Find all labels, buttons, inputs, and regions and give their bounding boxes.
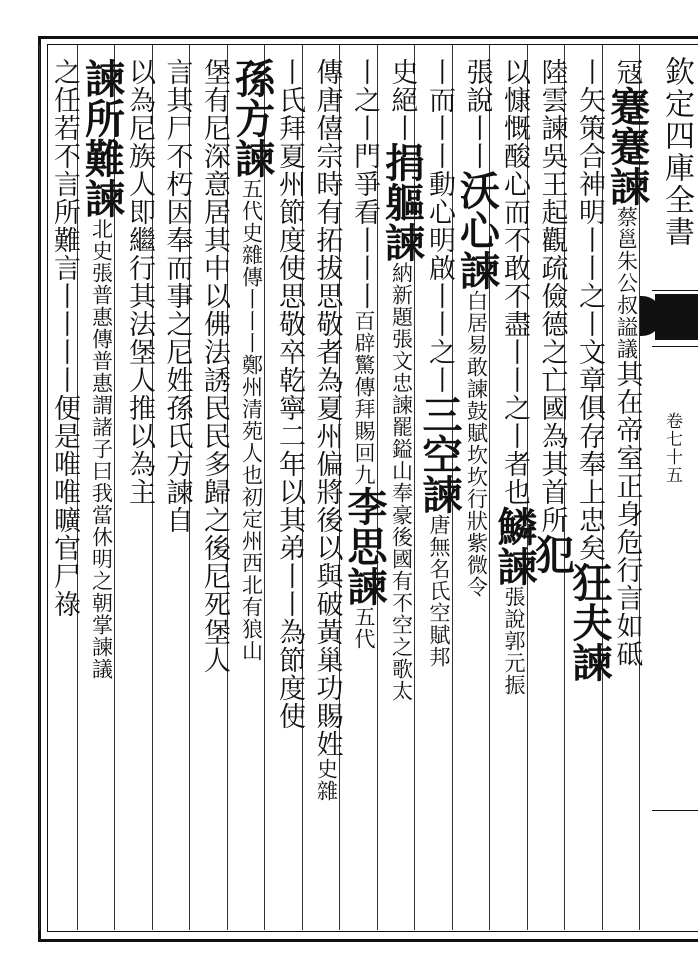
text-column <box>455 58 499 598</box>
entry-heading: 諫所難諫 <box>78 58 126 218</box>
body-text: 以慷慨酸心而不敢不盡丨丨之丨者也 <box>499 58 530 506</box>
body-text: 以為尼族人即繼行其法堡人推以為主 <box>124 58 155 506</box>
body-text: 傳唐僖宗時有拓拔思敬者為夏州偏將後以與破黃巢功賜姓 <box>311 58 343 758</box>
source-note: 納新題張文忠諫罷鎰山奉豪後 <box>389 262 414 548</box>
body-text: 動心明啟丨丨之丨 <box>424 170 455 394</box>
source-note: 唐無名氏空賦邦 <box>427 514 451 668</box>
source-note: 國有不空之歌太 <box>389 548 414 702</box>
body-text: 張說丨丨 <box>461 58 493 170</box>
source-note: 九 <box>352 464 376 486</box>
fishtail-divider <box>652 346 698 347</box>
text-column <box>305 58 349 802</box>
sidebar-volume-number: 卷七十五 <box>662 412 682 484</box>
source-note: 蔡邕朱公叔謚議 <box>614 206 639 360</box>
text-column <box>492 58 536 696</box>
source-note: 行狀紫微令 <box>464 488 489 598</box>
entry-heading: 鱗諫 <box>491 506 538 586</box>
text-column <box>80 58 124 680</box>
margin-divider <box>652 810 698 811</box>
source-note: 百辟驚傳拜賜回 <box>352 310 376 464</box>
body-text: 言其尸不朽因奉而事之尼姓孫氏方諫自 <box>161 58 193 534</box>
body-text: 冦 <box>611 58 643 86</box>
text-column <box>530 58 574 574</box>
entry-heading: 沃心諫 <box>453 170 501 290</box>
body-text: 丨氏拜夏州節度使思敬卒乾寧二年以其弟丨丨為節度使 <box>274 58 305 730</box>
body-text: 丨而丨丨 <box>424 58 455 170</box>
body-text: 堡有尼深意居其中以佛法誘民民多歸之後尼死堡人 <box>199 58 230 674</box>
body-text: 門爭看丨丨丨 <box>349 142 380 310</box>
entry-heading: 狂夫諫 <box>566 562 613 682</box>
text-column <box>192 58 236 674</box>
body-text: 陸雲諫吳王起觀疏儉德之亡國為其首所 <box>536 58 568 534</box>
text-column <box>230 58 274 662</box>
body-text: 其在帝室正身危行言如砥 <box>611 360 643 668</box>
text-column <box>567 58 611 682</box>
text-column <box>42 58 86 618</box>
body-text: 丨矢策合神明丨丨之丨文章俱存奉上忠矣 <box>574 58 605 562</box>
body-text: 丨之丨 <box>349 58 380 142</box>
source-note: 張說郭元振 <box>502 586 526 696</box>
entry-heading: 李思諫 <box>341 486 388 606</box>
entry-heading: 孫方諫 <box>228 58 276 178</box>
text-column <box>155 58 199 534</box>
entry-heading: 蹇蹇諫 <box>603 86 651 206</box>
column-rule <box>39 45 40 930</box>
fishtail-divider <box>652 290 698 291</box>
sidebar-book-title: 欽定四庫全書 <box>659 56 694 248</box>
body-text: 史絕丨 <box>386 58 418 142</box>
entry-heading: 捐軀諫 <box>378 142 426 262</box>
source-note: 五代 <box>352 606 376 650</box>
source-note: 史雜 <box>314 758 339 802</box>
source-note: 北史張普惠傳普惠謂諸子曰我當休明之朝掌諫議 <box>89 218 114 680</box>
text-column <box>342 58 386 650</box>
entry-heading: 犯 <box>528 534 576 574</box>
source-note: 白居易敢諫鼓賦坎坎 <box>464 290 489 488</box>
body-text: 之任若不言所難言丨丨丨丨便是唯唯曠官尸祿 <box>49 58 80 618</box>
source-note: 五代史雜傳丨丨丨鄭州清苑人也初定州西北有狼山 <box>239 178 264 662</box>
entry-heading: 三空諫 <box>416 394 463 514</box>
